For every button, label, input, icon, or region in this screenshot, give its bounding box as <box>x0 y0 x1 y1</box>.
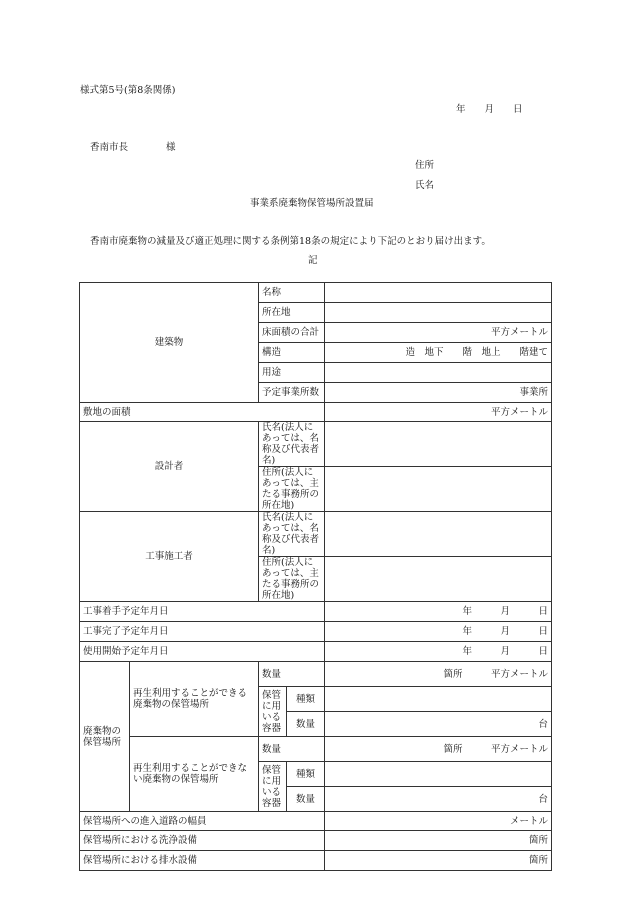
washing-label: 保管場所における洗浄設備 <box>80 831 325 851</box>
contractor-name-value[interactable] <box>325 512 552 557</box>
structure-value[interactable]: 造 地下 階 地上 階建て <box>325 343 552 363</box>
non-recyclable-kind-value[interactable] <box>325 762 552 787</box>
body-text: 香南市廃棄物の減量及び適正処理に関する条例第18条の規定により下記のとおり届け出ます。 <box>90 236 491 247</box>
road-width-label: 保管場所への進入道路の幅員 <box>80 812 325 831</box>
start-date-label: 工事着手予定年月日 <box>80 602 325 622</box>
recyclable-kind-value[interactable] <box>325 687 552 712</box>
designer-name-label: 氏名(法人にあっては、名称及び代表者名) <box>259 422 325 467</box>
building-header: 建築物 <box>80 283 259 403</box>
name-label: 氏名 <box>415 180 435 191</box>
drainage-label: 保管場所における排水設備 <box>80 851 325 871</box>
name-value[interactable] <box>325 283 552 303</box>
planned-offices-value[interactable]: 事業所 <box>325 383 552 403</box>
designer-header: 設計者 <box>80 422 259 512</box>
use-date-value[interactable]: 年 月 日 <box>325 642 552 662</box>
contractor-header: 工事施工者 <box>80 512 259 602</box>
recyclable-count-value[interactable]: 台 <box>325 712 552 737</box>
contractor-address-label: 住所(法人にあっては、主たる事務所の所在地) <box>259 557 325 602</box>
end-date-label: 工事完了予定年月日 <box>80 622 325 642</box>
non-recyclable-qty-label: 数量 <box>259 737 325 762</box>
drainage-value[interactable]: 箇所 <box>325 851 552 871</box>
designer-address-label: 住所(法人にあっては、主たる事務所の所在地) <box>259 467 325 512</box>
document-title: 事業系廃棄物保管場所設置届 <box>250 198 374 209</box>
recyclable-kind-label: 種類 <box>287 687 325 712</box>
non-recyclable-header: 再生利用することができない廃棄物の保管場所 <box>130 737 259 812</box>
structure-label: 構造 <box>259 343 325 363</box>
washing-value[interactable]: 箇所 <box>325 831 552 851</box>
recyclable-qty-label: 数量 <box>259 662 325 687</box>
contractor-name-label: 氏名(法人にあっては、名称及び代表者名) <box>259 512 325 557</box>
recyclable-header: 再生利用することができる廃棄物の保管場所 <box>130 662 259 737</box>
contractor-address-value[interactable] <box>325 557 552 602</box>
non-recyclable-count-label: 数量 <box>287 787 325 812</box>
non-recyclable-kind-label: 種類 <box>287 762 325 787</box>
site-area-label: 敷地の面積 <box>80 403 325 422</box>
addressee: 香南市長 様 <box>90 142 176 153</box>
non-recyclable-count-value[interactable]: 台 <box>325 787 552 812</box>
name-label: 名称 <box>259 283 325 303</box>
designer-address-value[interactable] <box>325 467 552 512</box>
recyclable-qty-value[interactable]: 箇所 平方メートル <box>325 662 552 687</box>
start-date-value[interactable]: 年 月 日 <box>325 602 552 622</box>
floor-area-value[interactable]: 平方メートル <box>325 323 552 343</box>
road-width-value[interactable]: メートル <box>325 812 552 831</box>
site-area-value[interactable]: 平方メートル <box>325 403 552 422</box>
non-recyclable-container-label: 保管に用いる容器 <box>259 762 287 812</box>
date-line: 年 月 日 <box>456 104 523 115</box>
use-label: 用途 <box>259 363 325 383</box>
recyclable-count-label: 数量 <box>287 712 325 737</box>
application-table <box>79 282 552 871</box>
use-date-label: 使用開始予定年月日 <box>80 642 325 662</box>
planned-offices-label: 予定事業所数 <box>259 383 325 403</box>
location-label: 所在地 <box>259 303 325 323</box>
location-value[interactable] <box>325 303 552 323</box>
end-date-value[interactable]: 年 月 日 <box>325 622 552 642</box>
ki-label: 記 <box>308 255 318 266</box>
form-number: 様式第5号(第8条関係) <box>80 85 176 96</box>
use-value[interactable] <box>325 363 552 383</box>
floor-area-label: 床面積の合計 <box>259 323 325 343</box>
non-recyclable-qty-value[interactable]: 箇所 平方メートル <box>325 737 552 762</box>
waste-storage-header: 廃棄物の保管場所 <box>80 662 130 812</box>
address-label: 住所 <box>415 160 435 171</box>
designer-name-value[interactable] <box>325 422 552 467</box>
recyclable-container-label: 保管に用いる容器 <box>259 687 287 737</box>
